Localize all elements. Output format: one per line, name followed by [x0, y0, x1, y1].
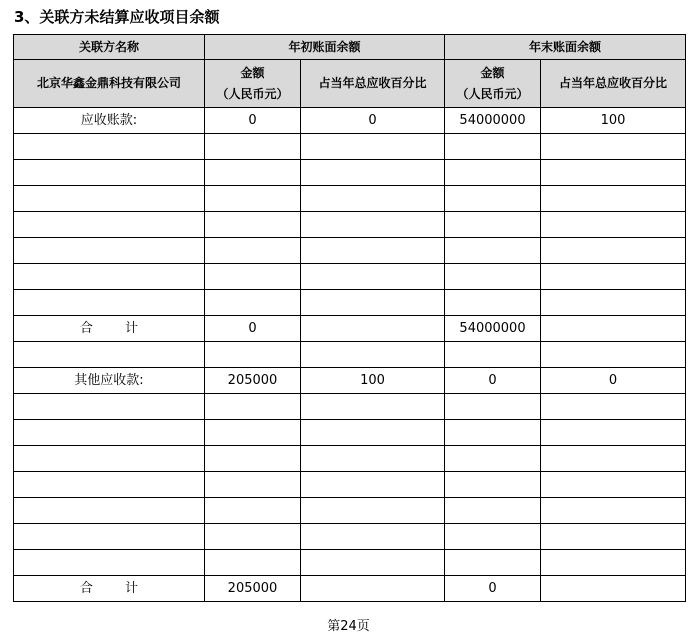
closing-balance-header: 年末账面余额	[445, 35, 686, 60]
empty-row	[14, 238, 686, 264]
total-row	[14, 576, 686, 602]
header-row-1	[14, 35, 686, 60]
empty-row	[14, 186, 686, 212]
table-row	[14, 368, 686, 394]
empty-row	[14, 472, 686, 498]
receivable-total-closing-amount: 54000000	[445, 316, 541, 342]
amount-label: 金额	[240, 65, 265, 80]
total-row	[14, 316, 686, 342]
company-name-cell: 北京华鑫金鼎科技有限公司	[14, 60, 205, 108]
closing-amount-header	[445, 60, 541, 108]
receivable-closing-percent: 100	[541, 108, 686, 134]
empty-row	[14, 394, 686, 420]
other-receivable-total-label	[14, 576, 205, 602]
currency-label: （人民币元）	[456, 86, 529, 101]
page-number: 第24页	[327, 619, 370, 634]
empty-row	[14, 134, 686, 160]
empty-row	[14, 290, 686, 316]
empty-row	[14, 212, 686, 238]
empty-row	[14, 446, 686, 472]
other-receivable-opening-amount: 205000	[205, 368, 301, 394]
receivable-total-label	[14, 316, 205, 342]
total-label: 合 计	[79, 581, 153, 596]
receivable-opening-percent: 0	[301, 108, 445, 134]
other-receivable-closing-percent: 0	[541, 368, 686, 394]
opening-percent-header: 占当年总应收百分比	[301, 60, 445, 108]
receivable-label: 应收账款:	[14, 108, 205, 134]
receivable-closing-amount: 54000000	[445, 108, 541, 134]
receivable-opening-amount: 0	[205, 108, 301, 134]
related-party-header: 关联方名称	[14, 35, 205, 60]
table-row	[14, 108, 686, 134]
opening-balance-header: 年初账面余额	[205, 35, 445, 60]
empty-row	[14, 498, 686, 524]
empty-row	[14, 550, 686, 576]
empty-row	[14, 342, 686, 368]
other-receivable-total-closing-amount: 0	[445, 576, 541, 602]
empty-row	[14, 420, 686, 446]
empty-row	[14, 524, 686, 550]
empty-row	[14, 160, 686, 186]
receivable-total-opening-amount: 0	[205, 316, 301, 342]
other-receivable-label: 其他应收款:	[14, 368, 205, 394]
section-title: 3、关联方未结算应收项目余额	[14, 8, 220, 26]
currency-label: （人民币元）	[216, 86, 289, 101]
total-label: 合 计	[79, 321, 153, 336]
opening-amount-header	[205, 60, 301, 108]
amount-label: 金额	[480, 65, 505, 80]
header-row-2	[14, 60, 686, 108]
closing-percent-header: 占当年总应收百分比	[541, 60, 686, 108]
other-receivable-total-opening-amount: 205000	[205, 576, 301, 602]
empty-row	[14, 264, 686, 290]
receivables-table	[13, 34, 686, 602]
other-receivable-opening-percent: 100	[301, 368, 445, 394]
other-receivable-closing-amount: 0	[445, 368, 541, 394]
